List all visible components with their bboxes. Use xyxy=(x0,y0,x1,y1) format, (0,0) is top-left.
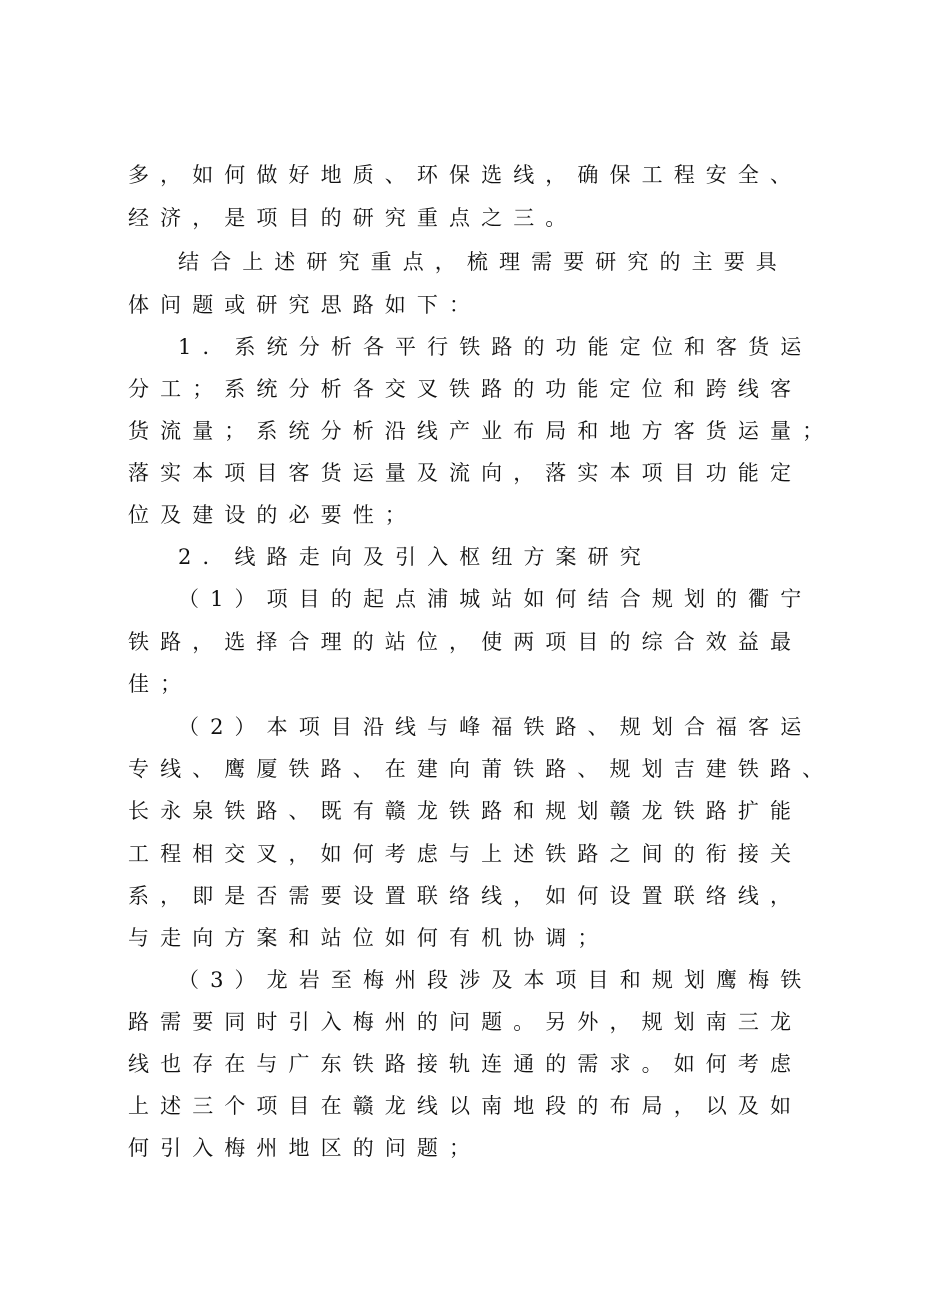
text-line-16: 长永泉铁路、既有赣龙铁路和规划赣龙铁路扩能 xyxy=(128,799,803,823)
text-line-18: 系，即是否需要设置联络线，如何设置联络线， xyxy=(128,884,803,908)
text-line-11: （1）项目的起点浦城站如何结合规划的衢宁 xyxy=(178,587,813,611)
text-line-14: （2）本项目沿线与峰福铁路、规划合福客运 xyxy=(178,715,813,739)
text-line-24: 何引入梅州地区的问题； xyxy=(128,1136,482,1160)
text-line-5: 1．系统分析各平行铁路的功能定位和客货运 xyxy=(178,335,813,359)
text-line-21: 路需要同时引入梅州的问题。另外，规划南三龙 xyxy=(128,1010,803,1034)
text-line-6: 分工；系统分析各交叉铁路的功能定位和跨线客 xyxy=(128,377,803,401)
text-line-8: 落实本项目客货运量及流向，落实本项目功能定 xyxy=(128,461,803,485)
text-line-9: 位及建设的必要性； xyxy=(128,503,417,527)
text-line-17: 工程相交叉，如何考虑与上述铁路之间的衔接关 xyxy=(128,842,803,866)
text-line-22: 线也存在与广东铁路接轨连通的需求。如何考虑 xyxy=(128,1052,803,1076)
text-line-1: 多，如何做好地质、环保选线，确保工程安全、 xyxy=(128,163,803,187)
text-line-23: 上述三个项目在赣龙线以南地段的布局，以及如 xyxy=(128,1094,803,1118)
text-line-2: 经济，是项目的研究重点之三。 xyxy=(128,206,578,230)
text-line-10: 2．线路走向及引入枢纽方案研究 xyxy=(178,545,652,569)
text-line-19: 与走向方案和站位如何有机协调； xyxy=(128,926,610,950)
text-line-15: 专线、鹰厦铁路、在建向莆铁路、规划吉建铁路、 xyxy=(128,757,835,781)
text-line-4: 体问题或研究思路如下： xyxy=(128,293,482,317)
text-line-12: 铁路，选择合理的站位，使两项目的综合效益最 xyxy=(128,630,803,654)
text-line-20: （3）龙岩至梅州段涉及本项目和规划鹰梅铁 xyxy=(178,968,813,992)
text-line-7: 货流量；系统分析沿线产业布局和地方客货运量； xyxy=(128,419,835,443)
text-line-3: 结合上述研究重点，梳理需要研究的主要具 xyxy=(178,250,788,274)
text-line-13: 佳； xyxy=(128,672,193,696)
